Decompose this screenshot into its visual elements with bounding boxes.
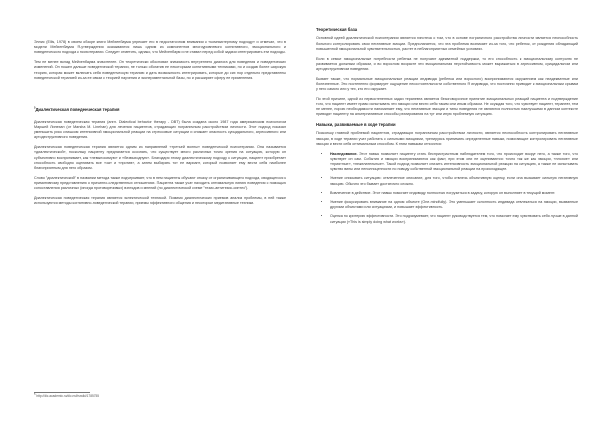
list-item-bold: Наследование. xyxy=(330,151,358,156)
paragraph: Бывает также, что нормальные эмоциональные реакции индивида (ребенка или взрослого) воспринимаются окружением как неадекватные или болезненные. Это постепенно формирует ощущение несостоятельности собственного Я индивида, что постоянно приводит к эмоциональным срывам у него самого или у тех, кто его окружает. xyxy=(316,76,578,92)
paragraph: По этой причине, одной из первостепенных задач терапевта является безоговорочное принятие эмоциональных реакций пациента и подтверждение того, что пациент имеет право испытывать эти эмоции или вести себя таким или иным образом. Не осуждая того, что чувствует пациент, терапевт, тем не менее, порою необходимости напоминает ему, что негативные эмоции и типы поведения не являются полностью наилучшими в данном контексте приводят пациенту на альтернативные способы реагирования на тут или иную проблемную ситуацию. xyxy=(316,96,578,117)
section-heading: Теоретическая база xyxy=(316,27,358,32)
paragraph: Диалектическая поведенческая терапия является эклектической техникой. Помимо диалектических приемов анализ проблемы, в ней также используются методы когнитивно-поведенческой терапии, приемы эффективного общения и некоторые медитативные техники. xyxy=(34,195,286,205)
list-item-text: Оценка по критерию эффективности. Это подразумевает, что пациент руководствуется тем, что помогает ему чувствовать себя лучше в данной ситуации («This is simply doing what works»). xyxy=(330,214,578,224)
section-heading xyxy=(34,107,286,112)
right-page xyxy=(300,0,600,424)
paragraph: Слово "диалектический" в названии метода также подчеркивает, что в нем пациенты обучают отказу от ограничивающего подхода, сводящегося к примитивному представлению о причинно-следственных отношениях. Пациента также учат находить оптимальную линию поведения с помощью сопоставления различных (иногда противоречивых) взглядов и мнений (по диалектической схеме "тезис-антитезис-синтез"). xyxy=(34,175,286,191)
list-item xyxy=(330,152,578,173)
paragraph: Диалектическая поведенческая терапия (англ. Dialectical behavior therapy - DBT) была создана около 1987 года американским психологом Маршей Линехан (от Marsha M. Linehan) для лечения пациентов, страдающих пограничным расстройством личности. Этот подход показал уменьшить риск слишком интенсивной эмоциональной реакции на стрессовые ситуации и снижает опасность суицидального, агрессивного или аутодеструктивного поведения. xyxy=(34,119,286,140)
section-heading: Навыки, развиваемые в ходе терапии xyxy=(316,122,396,128)
section-heading-text: Диалектическая поведенческая терапия xyxy=(35,107,120,113)
paragraph: Тем не менее вклад Мейхенбаума значителен. Он теоретически обосновал значимость внутреннего диалога для поведения и поведенческих изменений. Он пошел дальше поведенческой терапии, не только обогатив ее некоторыми когнитивными техниками, но и создав более широкую теорию, которая может включать себя поведенческую терапию и дать возможность интегрировать, которые до сих пор отдельно представлены поведенческой терапией из-за ее связи с теорией научения и экспериментальной базы, но и расширяет сферу ее применения. xyxy=(34,60,286,80)
list-item xyxy=(330,176,578,186)
paragraph: Эллис (Ellis, 1978) в своем обзоре книги Мейхенбаума упрекает его в недостаточном внимании к «компьютерному подходу» и отмечал, что в модели Мейхенбаума Я-утверждения оказываются лишь одним из компонентов многоуровневого когнитивного, эмоционального и поведенческого подхода к психотерапии. Следует отметить, однако, что Мейхенбаум и не ставил перед собой задачи интегрировать эти подходы. xyxy=(34,40,286,55)
list-item xyxy=(330,214,578,224)
paragraph: Основной идеей диалектической психотерапии является гипотеза о том, что в основе пограничного расстройства личности является неспособность больного контролировать свои негативные эмоции. Предполагается, что эта проблема возникает из-за того, что ребенок, от рождения обладающий повышенной эмоциональной чувствительностью, растет в неблагоприятных семейных условиях. xyxy=(316,36,578,51)
list-item-text: Этот навык позволяет пациенту стать беспристрастным наблюдателем того, что происходит вокруг него, а также того, что чувствует он сам. События и эмоции воспринимаются как факт, при этом они не оцениваются: точно так же как эмоции, «плохие» или «приятные», «нежелательные». Такой подход позволяет снизить интенсивность эмоциональной реакции на ситуацию, а также не испытывать чувство вины или неполноценности по поводу собственной эмоциональной реакции на происходящее. xyxy=(330,151,578,172)
skills-list xyxy=(316,152,578,225)
footnote-divider xyxy=(34,392,90,393)
footnote-ref[interactable]: 5 xyxy=(34,107,36,111)
list-item-text: Умение фокусировать внимание на одном объекте (One-mindfully). Это уменьшает склонность индивида отвлекаться на эмоции, вызванные другими объектами или ситуациями, и повышает эффективность. xyxy=(330,199,578,210)
list-item xyxy=(330,200,578,210)
list-item xyxy=(330,191,578,196)
paragraph: Если в семье эмоциональные потребности ребенка не получают адекватной поддержки, то его способность к эмоциональному контролю не развивается должным образом, и во взрослом возрасте эти эмоциональная неустойчивость может выражаться в агрессивном, суицидальном или аутодеструктивном поведении. xyxy=(316,56,578,71)
list-item-text: Вовлечение в действие. Этот навык помогает индивиду полностью погрузиться в задачу, которую он выполняет в текущий момент. xyxy=(330,190,556,195)
footnote-number: 5 xyxy=(34,392,36,396)
paragraph: Поскольку главной проблемой пациентов, страдающих пограничным расстройством личности, является неспособность контролировать негативные эмоции, в ходе терапии учат работать с сильными эмоциями, тренируясь принимать определенные навыки, помогающие контролировать негативные эмоции и вести себя оптимальным способом. К этим навыкам относятся: xyxy=(316,131,578,146)
footnote-link[interactable]: http://dic.academic.ru/dic.nsf/ruwiki/1785755 xyxy=(36,394,100,398)
list-item-text: Умение описывать ситуацию: отвлеченное описание, для того, чтобы отвлечь объективную оценку, если она вызывает сильную негативную эмоцию. Обычно это бывает достаточно сложно. xyxy=(330,176,578,186)
footnote xyxy=(34,394,99,398)
paragraph: Диалектическая поведенческая терапия является одним из направлений «третьей волны» поведенческой психотерапии. Она называется «диалектической», поскольку пациенту предлагается осознать, что существует много различных точек зрения на ситуацию, которую он субъективно воспринимает, как «невыносимую» и «безвыходную». Благодаря этому диалектическому подходу к ситуации, пациент приобретает способность свободно оценивать все «за» и «против», а затем выбирать тот ее вариант, который позволяет ему вести себя наиболее благоприятным для него образом. xyxy=(34,145,286,170)
